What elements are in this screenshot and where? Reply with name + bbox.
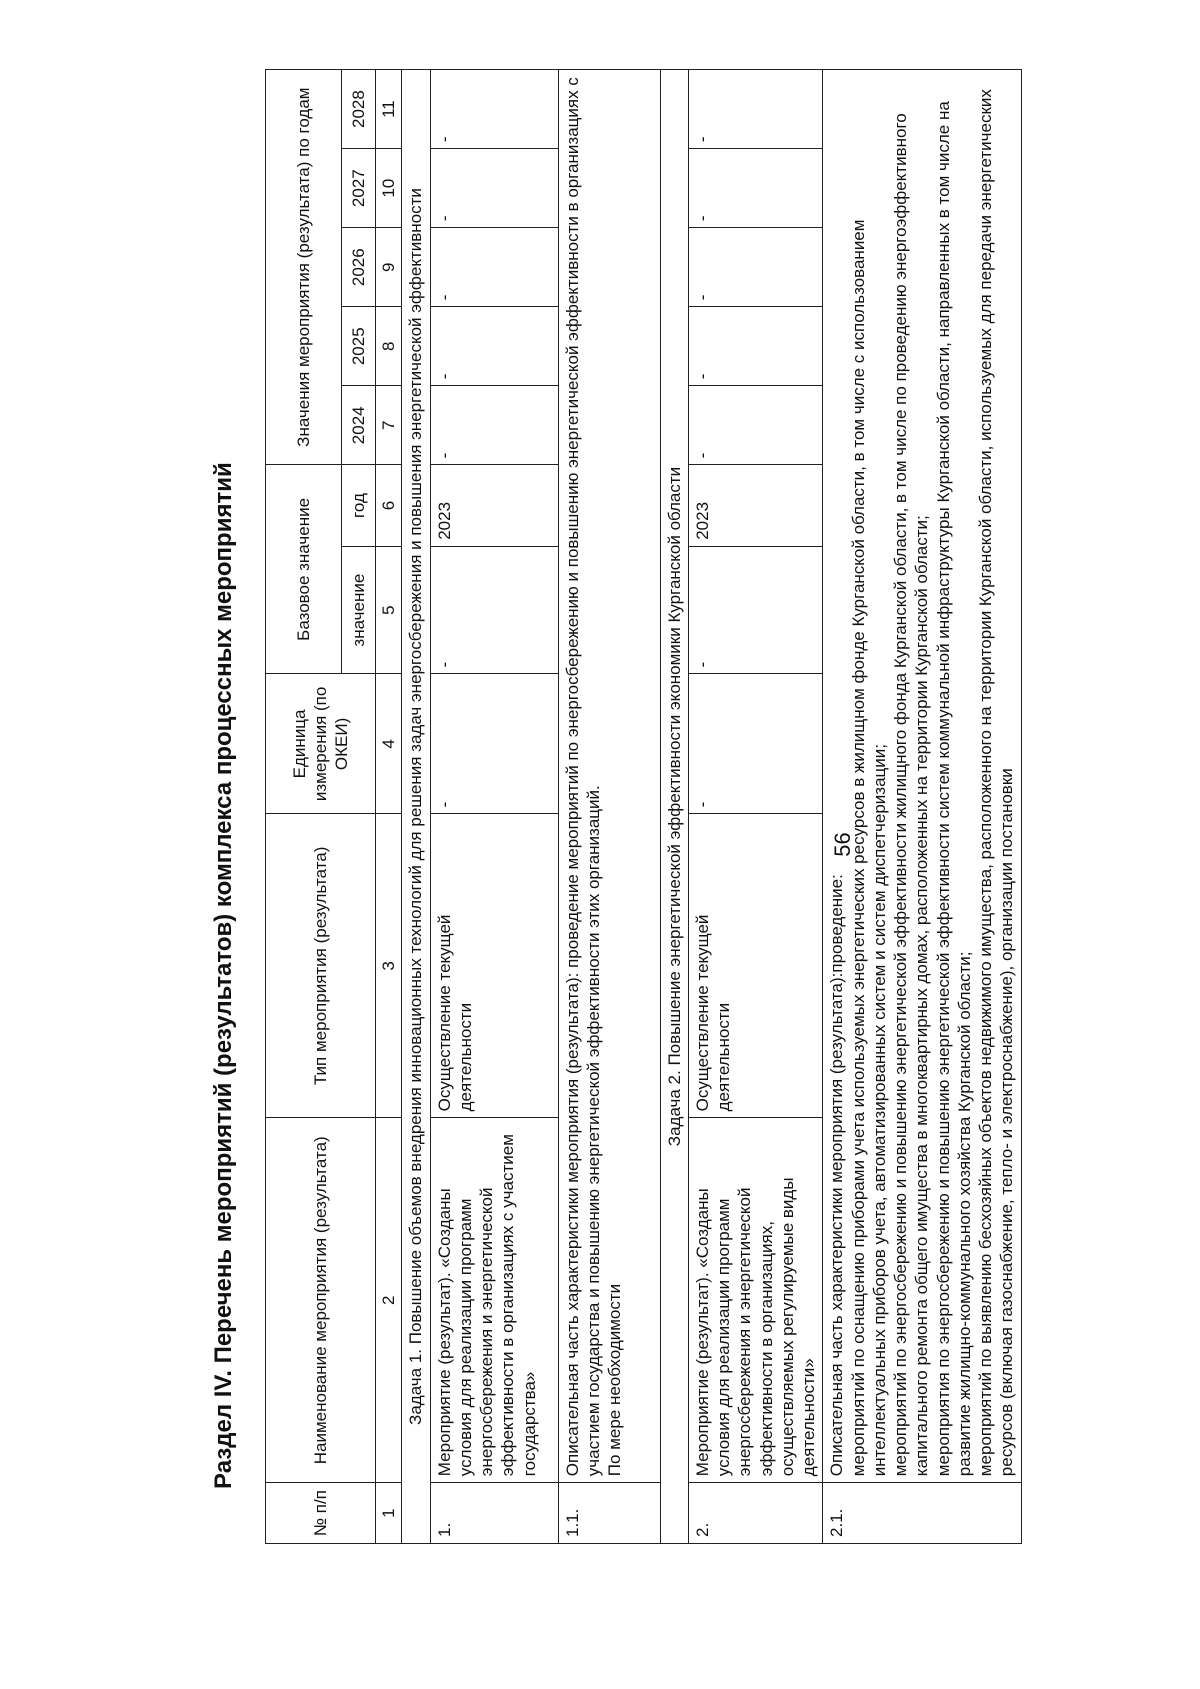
activity-1-unit: - <box>430 674 558 814</box>
column-number: 1 <box>376 1483 402 1544</box>
activity-2-value-2024: - <box>688 386 823 465</box>
description-line: По мере необходимости <box>605 1283 624 1477</box>
activity-2-type: Осуществление текущей деятельности <box>688 814 823 1118</box>
activity-1-value-2027: - <box>430 149 558 228</box>
column-numbers-row <box>376 70 402 1544</box>
header-num: № п/п <box>266 1483 376 1544</box>
activities-table <box>265 69 1022 1544</box>
header-base: Базовое значение <box>266 465 342 674</box>
activity-2-row <box>688 70 823 1544</box>
header-name: Наименование мероприятия (результата) <box>266 1118 376 1483</box>
task-1-row <box>402 70 430 1544</box>
header-base-value: значение <box>342 546 376 674</box>
column-number: 10 <box>376 149 402 228</box>
header-year-2028: 2028 <box>342 70 376 149</box>
activity-1-row <box>430 70 558 1544</box>
header-year-2027: 2027 <box>342 149 376 228</box>
activity-1-1-description <box>558 70 660 1483</box>
column-number: 5 <box>376 546 402 674</box>
activity-2-name: Мероприятие (результат). «Созданы условия для реализации программ энергосбережения и энергетической эффективности в организациях, осуществляемых регулируемые виды деятельности» <box>688 1118 823 1483</box>
activity-2-1-row <box>823 70 1021 1544</box>
header-year-2025: 2025 <box>342 307 376 386</box>
column-number: 7 <box>376 386 402 465</box>
description-line: мероприятий по энергосбережению и повышению энергетической эффективности жилищного фонда Курганской области, в том числе по проведению энергоэффективного капитального ремонта общего имущества в многоквартирных домах, расположенных на территории Курганской области; <box>891 113 932 1477</box>
activity-1-value-2024: - <box>430 386 558 465</box>
section-title: Раздел IV. Перечень мероприятий (результатов) комплекса процессных мероприятий <box>210 462 237 1489</box>
activity-2-base-year: 2023 <box>688 465 823 546</box>
activity-1-value-2028: - <box>430 70 558 149</box>
activity-1-base-year: 2023 <box>430 465 558 546</box>
column-number: 9 <box>376 228 402 307</box>
description-line: мероприятий по выявлению бесхозяйных объектов недвижимого имущества, расположенного на территории Курганской области, используемых для передачи энергетических ресурсов (включая газоснабжение, тепло- и электроснабжение), организации постановки <box>976 89 1017 1477</box>
header-year-2026: 2026 <box>342 228 376 307</box>
activity-2-value-2028: - <box>688 70 823 149</box>
activity-1-1-num: 1.1. <box>558 1483 660 1544</box>
header-values-by-year: Значения мероприятия (результата) по годам <box>266 70 342 465</box>
description-line: мероприятий по оснащению приборами учета используемых энергетических ресурсов в жилищном фонде Курганской области, в том числе с использованием интеллектуальных приборов учета, автоматизированных систем и систем диспетчеризации; <box>848 219 889 1477</box>
activity-1-value-2025: - <box>430 307 558 386</box>
page-number: 56 <box>830 832 855 857</box>
activity-1-value-2026: - <box>430 228 558 307</box>
activity-2-num: 2. <box>688 1483 823 1544</box>
activity-2-base-value: - <box>688 546 823 674</box>
activity-1-name: Мероприятие (результат). «Созданы условия для реализации программ энергосбережения и энергетической эффективности в организациях с участием государства» <box>430 1118 558 1483</box>
description-line: Описательная часть характеристики мероприятия (результата): проведение мероприятий по энергосбережению и повышению энергетической эффективности в организациях с участием государства и повышению энергетической эффективности этих организаций. <box>562 77 603 1477</box>
activity-2-1-num: 2.1. <box>823 1483 1021 1544</box>
activity-1-1-row <box>558 70 660 1544</box>
column-number: 8 <box>376 307 402 386</box>
activity-2-value-2025: - <box>688 307 823 386</box>
column-number: 6 <box>376 465 402 546</box>
activity-1-base-value: - <box>430 546 558 674</box>
activity-1-num: 1. <box>430 1483 558 1544</box>
description-line: Описательная часть характеристики мероприятия (результата):проведение: <box>827 874 847 1477</box>
column-number: 11 <box>376 70 402 149</box>
activity-2-unit: - <box>688 674 823 814</box>
column-number: 4 <box>376 674 402 814</box>
activities-table-wrapper <box>265 69 1022 1544</box>
task-2-row <box>660 70 688 1544</box>
activity-2-value-2027: - <box>688 149 823 228</box>
activity-1-type: Осуществление текущей деятельности <box>430 814 558 1118</box>
column-number: 2 <box>376 1118 402 1483</box>
description-line: мероприятия по энергосбережению и повышению энергетической эффективности систем коммунальной инфраструктуры Курганской области, направленных в том числе на развитие жилищно-коммунального хозяйства Курганской области; <box>933 101 974 1477</box>
header-unit: Единица измерения (по ОКЕИ) <box>266 674 376 814</box>
task-1-title: Задача 1. Повышение объемов внедрения инновационных технологий для решения задач энергосбережения и повышения энергетической эффективности <box>402 70 430 1544</box>
header-base-year: год <box>342 465 376 546</box>
header-type: Тип мероприятия (результата) <box>266 814 376 1118</box>
header-row-1 <box>266 70 342 1544</box>
header-year-2024: 2024 <box>342 386 376 465</box>
activity-2-1-description <box>823 70 1021 1483</box>
activity-2-value-2026: - <box>688 228 823 307</box>
column-number: 3 <box>376 814 402 1118</box>
task-2-title: Задача 2. Повышение энергетической эффективности экономики Курганской области <box>660 70 688 1544</box>
